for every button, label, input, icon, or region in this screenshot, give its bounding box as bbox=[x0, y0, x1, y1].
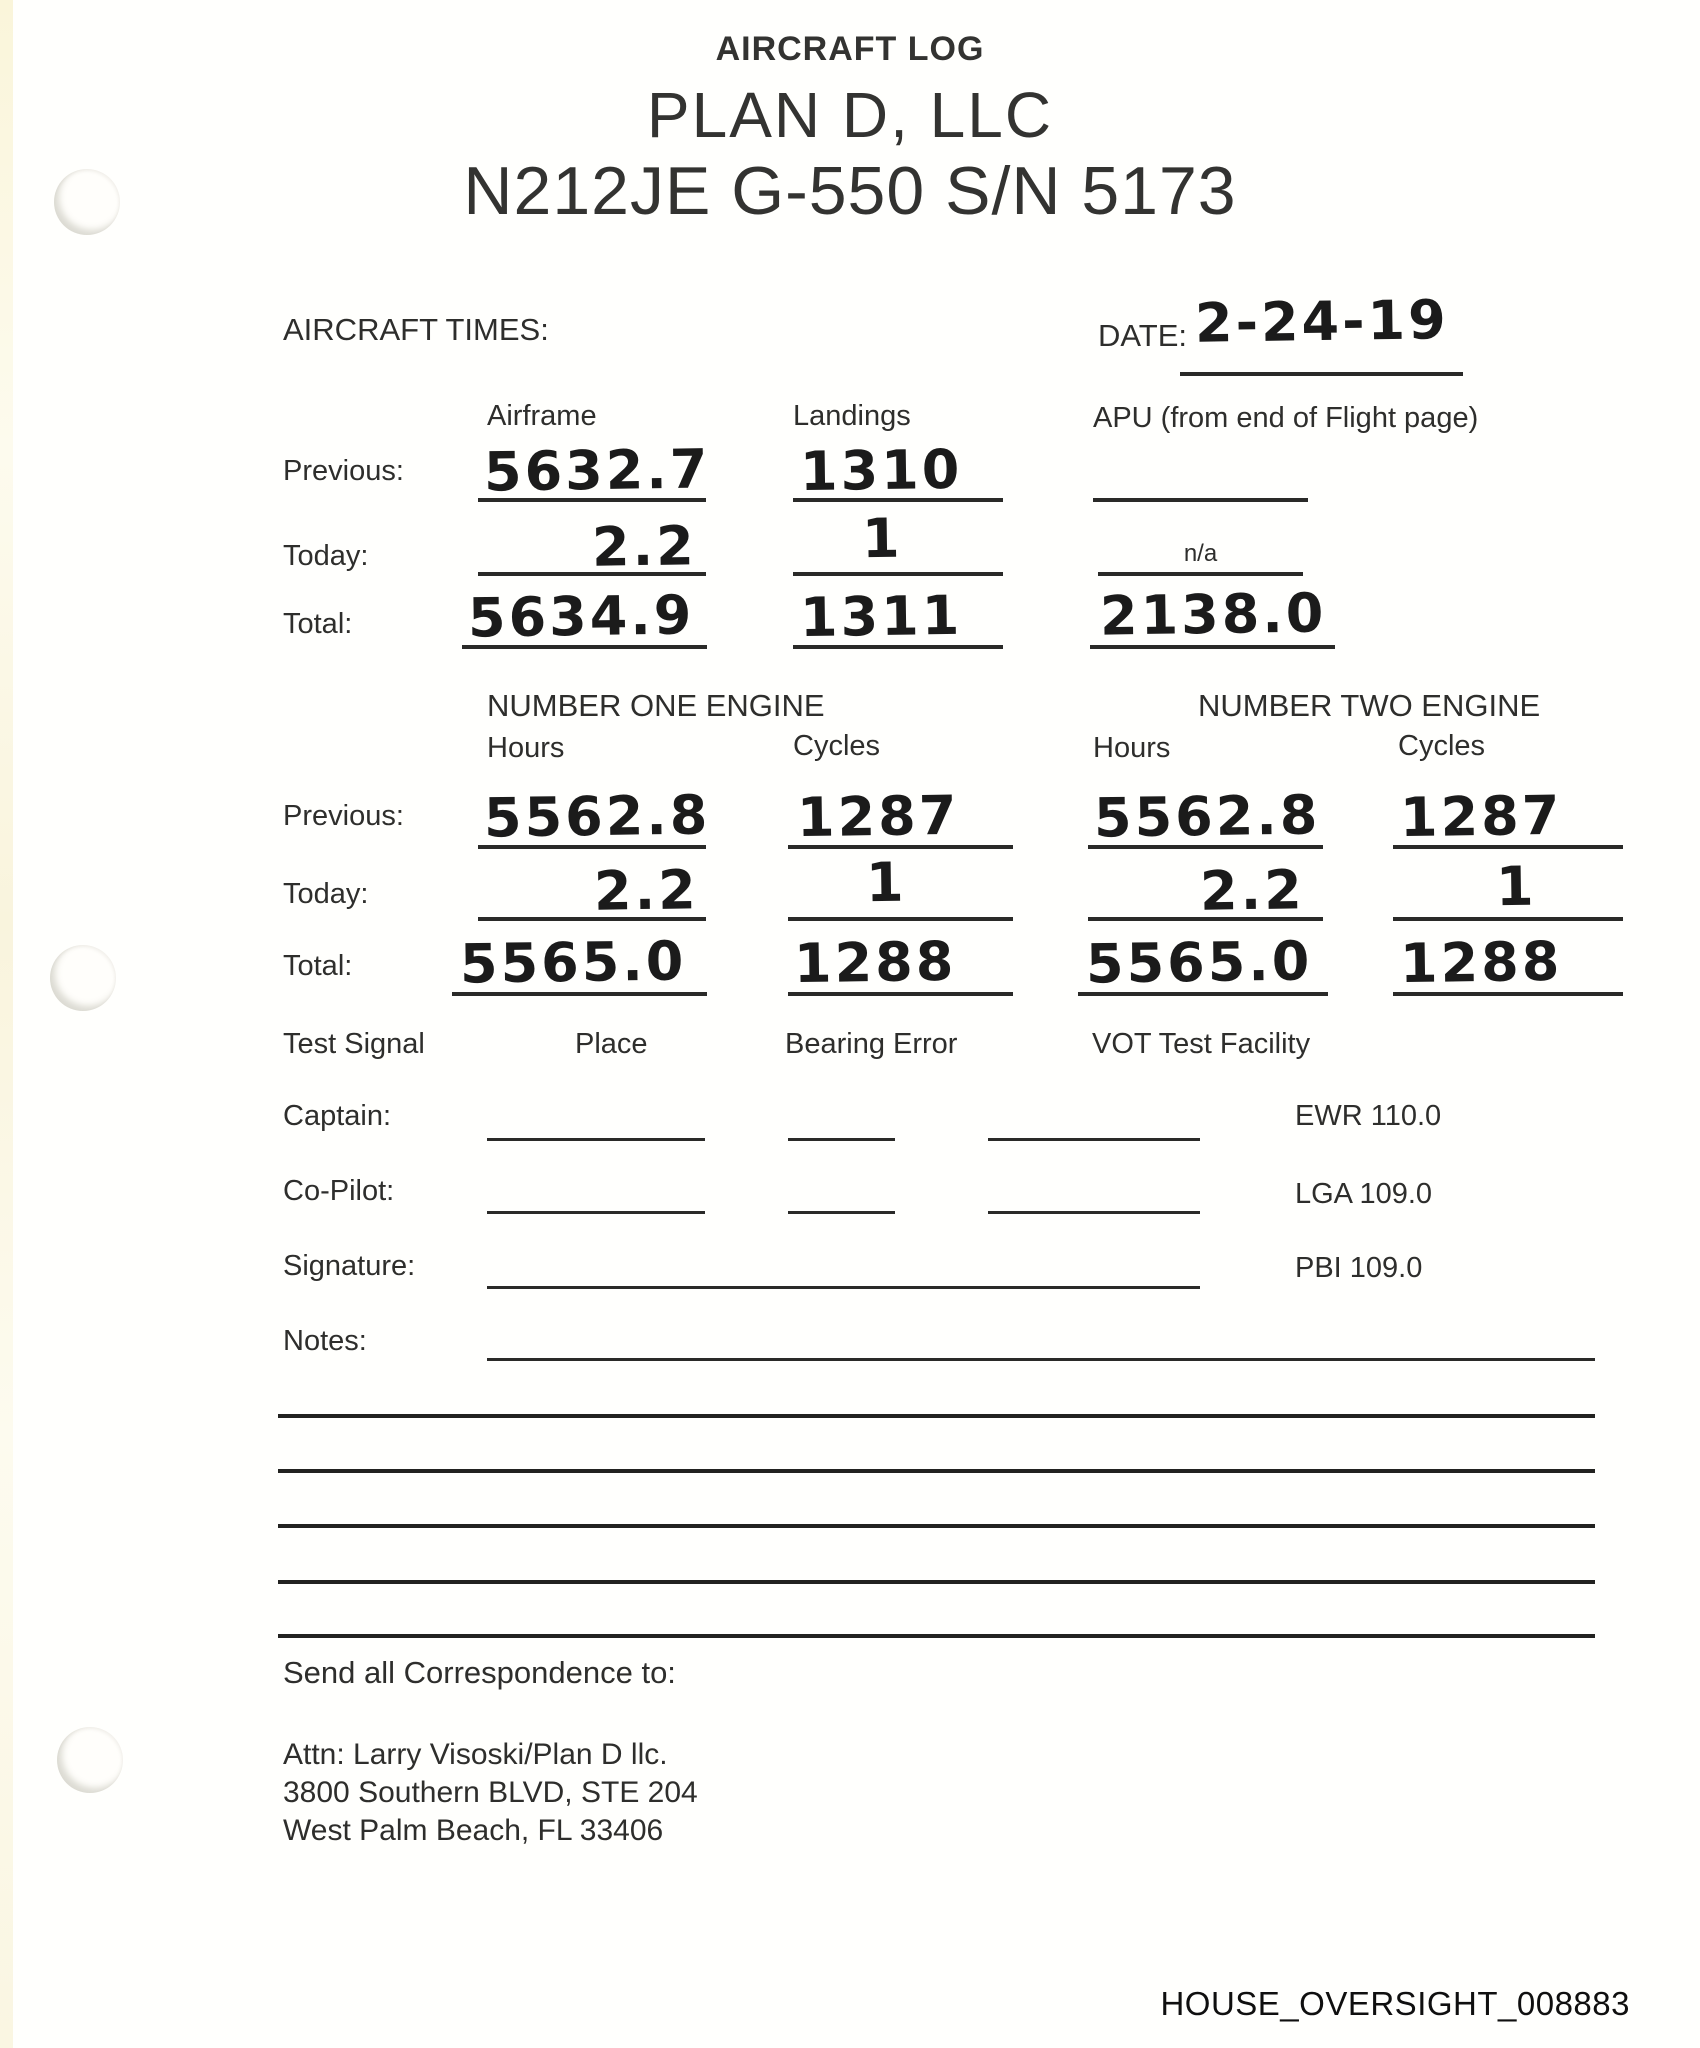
engine-two-today-cycles-line bbox=[1393, 917, 1623, 921]
aircraft-times-heading: AIRCRAFT TIMES: bbox=[283, 312, 549, 347]
engine-one-today-hours: 2.2 bbox=[593, 858, 700, 923]
aircraft-id: N212JE G-550 S/N 5173 bbox=[463, 153, 1237, 229]
engine-one-hours-header: Hours bbox=[487, 732, 565, 764]
paper-edge bbox=[0, 0, 13, 2048]
vot-facility-ewr: EWR 110.0 bbox=[1295, 1100, 1442, 1132]
captain-bearing-line bbox=[788, 1138, 895, 1141]
engines-previous-label: Previous: bbox=[283, 800, 404, 832]
doc-type-title: AIRCRAFT LOG bbox=[715, 30, 985, 68]
engine-two-today-hours-line bbox=[1088, 917, 1323, 921]
previous-row-label: Previous: bbox=[283, 455, 404, 487]
test-signal-header: Test Signal bbox=[283, 1028, 425, 1060]
previous-landings-value: 1310 bbox=[799, 437, 963, 504]
previous-landings-line bbox=[793, 498, 1003, 502]
apu-column-header: APU (from end of Flight page) bbox=[1093, 402, 1479, 434]
correspondence-attn: Attn: Larry Visoski/Plan D llc. bbox=[283, 1738, 668, 1771]
engine-one-title: NUMBER ONE ENGINE bbox=[487, 688, 825, 723]
engine-two-cycles-header: Cycles bbox=[1398, 730, 1486, 762]
total-apu-value: 2138.0 bbox=[1099, 581, 1327, 648]
total-apu-line bbox=[1090, 645, 1335, 649]
captain-label: Captain: bbox=[283, 1100, 392, 1132]
copilot-bearing-line bbox=[788, 1211, 895, 1214]
engine-two-previous-hours-line bbox=[1088, 845, 1323, 849]
copilot-place-line bbox=[487, 1211, 705, 1214]
today-landings-line bbox=[793, 572, 1003, 576]
engines-today-label: Today: bbox=[283, 878, 369, 910]
notes-line-5 bbox=[278, 1634, 1595, 1638]
engine-two-title: NUMBER TWO ENGINE bbox=[1198, 688, 1541, 723]
engine-two-total-cycles: 1288 bbox=[1399, 929, 1563, 996]
today-airframe-value: 2.2 bbox=[591, 514, 698, 579]
copilot-label: Co-Pilot: bbox=[283, 1175, 395, 1207]
punch-hole-middle bbox=[50, 945, 116, 1011]
engine-two-total-hours-line bbox=[1078, 992, 1328, 996]
signature-line bbox=[487, 1286, 1200, 1289]
punch-hole-bottom bbox=[57, 1727, 123, 1793]
total-landings-value: 1311 bbox=[799, 583, 963, 650]
engine-one-total-cycles: 1288 bbox=[793, 929, 957, 996]
engine-one-today-hours-line bbox=[478, 917, 706, 921]
engine-one-cycles-header: Cycles bbox=[793, 730, 881, 762]
notes-line-2 bbox=[278, 1469, 1595, 1473]
engine-two-previous-hours: 5562.8 bbox=[1093, 783, 1321, 850]
place-header: Place bbox=[575, 1028, 648, 1060]
total-landings-line bbox=[793, 645, 1003, 649]
today-apu-na: n/a bbox=[1183, 540, 1218, 567]
captain-vot-line bbox=[988, 1138, 1200, 1141]
engine-one-previous-hours-line bbox=[478, 845, 706, 849]
engine-two-today-hours: 2.2 bbox=[1199, 858, 1306, 923]
date-underline bbox=[1180, 372, 1463, 376]
engine-one-total-cycles-line bbox=[788, 992, 1013, 996]
previous-apu-line bbox=[1093, 498, 1308, 502]
engine-two-total-hours: 5565.0 bbox=[1085, 929, 1313, 996]
engine-two-previous-cycles: 1287 bbox=[1399, 783, 1563, 850]
vot-facility-pbi: PBI 109.0 bbox=[1295, 1252, 1423, 1284]
notes-label: Notes: bbox=[283, 1325, 367, 1357]
document-id-stamp: HOUSE_OVERSIGHT_008883 bbox=[1160, 1985, 1630, 2022]
engine-one-today-cycles-line bbox=[788, 917, 1013, 921]
captain-place-line bbox=[487, 1138, 705, 1141]
vot-facility-lga: LGA 109.0 bbox=[1295, 1178, 1433, 1210]
previous-airframe-value: 5632.7 bbox=[483, 437, 711, 504]
company-name: PLAN D, LLC bbox=[646, 79, 1054, 151]
engine-one-total-hours-line bbox=[452, 992, 707, 996]
engine-one-previous-cycles: 1287 bbox=[796, 783, 960, 850]
total-airframe-value: 5634.9 bbox=[467, 583, 695, 650]
landings-column-header: Landings bbox=[793, 400, 911, 432]
engine-two-previous-cycles-line bbox=[1393, 845, 1623, 849]
today-apu-line bbox=[1098, 572, 1303, 576]
bearing-error-header: Bearing Error bbox=[785, 1028, 958, 1060]
total-row-label: Total: bbox=[283, 608, 353, 640]
correspondence-heading: Send all Correspondence to: bbox=[283, 1655, 676, 1690]
date-value: 2-24-19 bbox=[1194, 288, 1450, 355]
engine-one-total-hours: 5565.0 bbox=[459, 929, 687, 996]
copilot-vot-line bbox=[988, 1211, 1200, 1214]
today-airframe-line bbox=[478, 572, 706, 576]
notes-line-1 bbox=[278, 1414, 1595, 1418]
today-landings-value: 1 bbox=[861, 506, 904, 571]
engine-one-previous-hours: 5562.8 bbox=[483, 783, 711, 850]
notes-line-3 bbox=[278, 1524, 1595, 1528]
vot-test-facility-header: VOT Test Facility bbox=[1092, 1028, 1311, 1060]
notes-line-inline bbox=[487, 1358, 1595, 1361]
notes-line-4 bbox=[278, 1580, 1595, 1584]
engine-one-previous-cycles-line bbox=[788, 845, 1013, 849]
correspondence-street: 3800 Southern BLVD, STE 204 bbox=[283, 1776, 698, 1809]
total-airframe-line bbox=[462, 645, 707, 649]
engines-total-label: Total: bbox=[283, 950, 353, 982]
date-label: DATE: bbox=[1098, 318, 1187, 353]
today-row-label: Today: bbox=[283, 540, 369, 572]
engine-one-today-cycles: 1 bbox=[865, 850, 908, 915]
engine-two-hours-header: Hours bbox=[1093, 732, 1171, 764]
signature-label: Signature: bbox=[283, 1250, 416, 1282]
airframe-column-header: Airframe bbox=[487, 400, 597, 432]
correspondence-city: West Palm Beach, FL 33406 bbox=[283, 1814, 664, 1847]
engine-two-today-cycles: 1 bbox=[1495, 854, 1538, 919]
engine-two-total-cycles-line bbox=[1393, 992, 1623, 996]
previous-airframe-line bbox=[478, 498, 706, 502]
